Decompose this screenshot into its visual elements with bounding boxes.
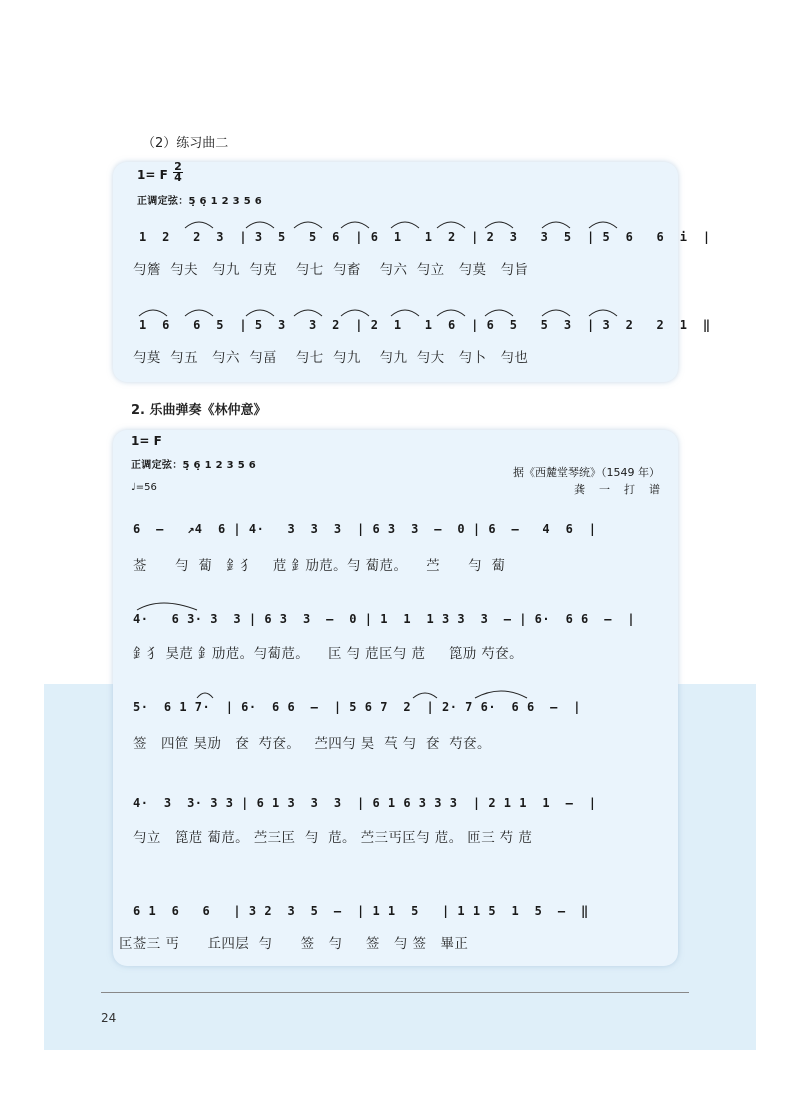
- exercise-notation-row-1: 1 2 2 3 | 3 5 5 6 | 6 1 1 2 | 2 3 3 5 | 5 6 6 i |: [139, 230, 711, 244]
- piece-tablature-row-4: 勻立 箆苊 蔔苊。 苎三匞 勻 苊。 苎三丐匞勻 苊。 匝三 芍 苊: [133, 830, 533, 846]
- piece-tempo: ♩=56: [131, 482, 157, 493]
- piece-notation-row-2: 4· 6 3· 3 3 | 6 3 3 – 0 | 1 1 1 3 3 3 – | 6· 6 6 – |: [133, 612, 636, 626]
- piece-tablature-row-2: 釒犭 昊苊 釒劢苊。勻蔔苊。 匞 勻 苊匞勻 苊 箆劢 芍奁。: [133, 646, 524, 662]
- piece-source: 据《西麓堂琴统》（1549 年）: [513, 466, 660, 479]
- exercise-tablature-row-1: 勻簷 勻夫 勻九 勻克 勻七 勻畜 勻六 勻立 勻莫 勻旨: [133, 262, 529, 278]
- piece-tablature-row-5: 匞莶三 丐 丘四层 勻 签 勻 签 勻 签 畢正: [119, 936, 469, 952]
- exercise-notation-row-2: 1 6 6 5 | 5 3 3 2 | 2 1 1 6 | 6 5 5 3 | 3 2 2 1 ‖: [139, 318, 711, 332]
- exercise-title: （2）练习曲二: [142, 136, 229, 151]
- exercise-key: 1= F: [137, 168, 168, 182]
- piece-notation-row-4: 4· 3 3· 3 3 | 6 1 3 3 3 | 6 1 6 3 3 3 | 2 1 1 1 – |: [133, 796, 597, 810]
- page-number: 24: [101, 1011, 117, 1025]
- piece-tuning: 正调定弦：5̣ 6̣ 1 2 3 5 6: [131, 460, 256, 471]
- piece-notation-row-3: 5· 6 1 7· | 6· 6 6 – | 5 6 7 2 | 2· 7 6· 6 6 – |: [133, 700, 582, 714]
- piece-title: 2. 乐曲弹奏《林仲意》: [131, 403, 267, 418]
- exercise-tablature-row-2: 勻莫 勻五 勻六 勻畐 勻七 勻九 勻九 勻大 勻卜 勻也: [133, 350, 529, 366]
- exercise-time-signature: [173, 162, 183, 183]
- piece-score-panel: [113, 430, 678, 966]
- piece-transcriber: 龚 一 打 谱: [574, 483, 660, 496]
- piece-notation-row-1: 6 – ↗4 6 | 4· 3 3 3 | 6 3 3 – 0 | 6 – 4 6 |: [133, 522, 597, 536]
- piece-tablature-row-3: 签 四笸 昊劢 奁 芍奁。 苎四勻 昊 芞 勻 奁 芍奁。: [133, 736, 491, 752]
- exercise-score-panel: [113, 160, 711, 382]
- time-sig-bottom: 4: [174, 171, 182, 184]
- piece-notation-row-5: 6 1 6 6 | 3 2 3 5 – | 1 1 5 | 1 1 5 1 5 – ‖: [133, 904, 589, 918]
- footer-rule: [101, 992, 689, 993]
- piece-key: 1= F: [131, 434, 162, 448]
- exercise-tuning: 正调定弦：5̣ 6̣ 1 2 3 5 6: [137, 196, 262, 207]
- piece-tablature-row-1: 莶 勻 蔔 釒犭 苊 釒劢苊。勻 蔔苊。 苎 勻 蔔: [133, 558, 506, 574]
- time-sig-top: 2: [174, 160, 182, 173]
